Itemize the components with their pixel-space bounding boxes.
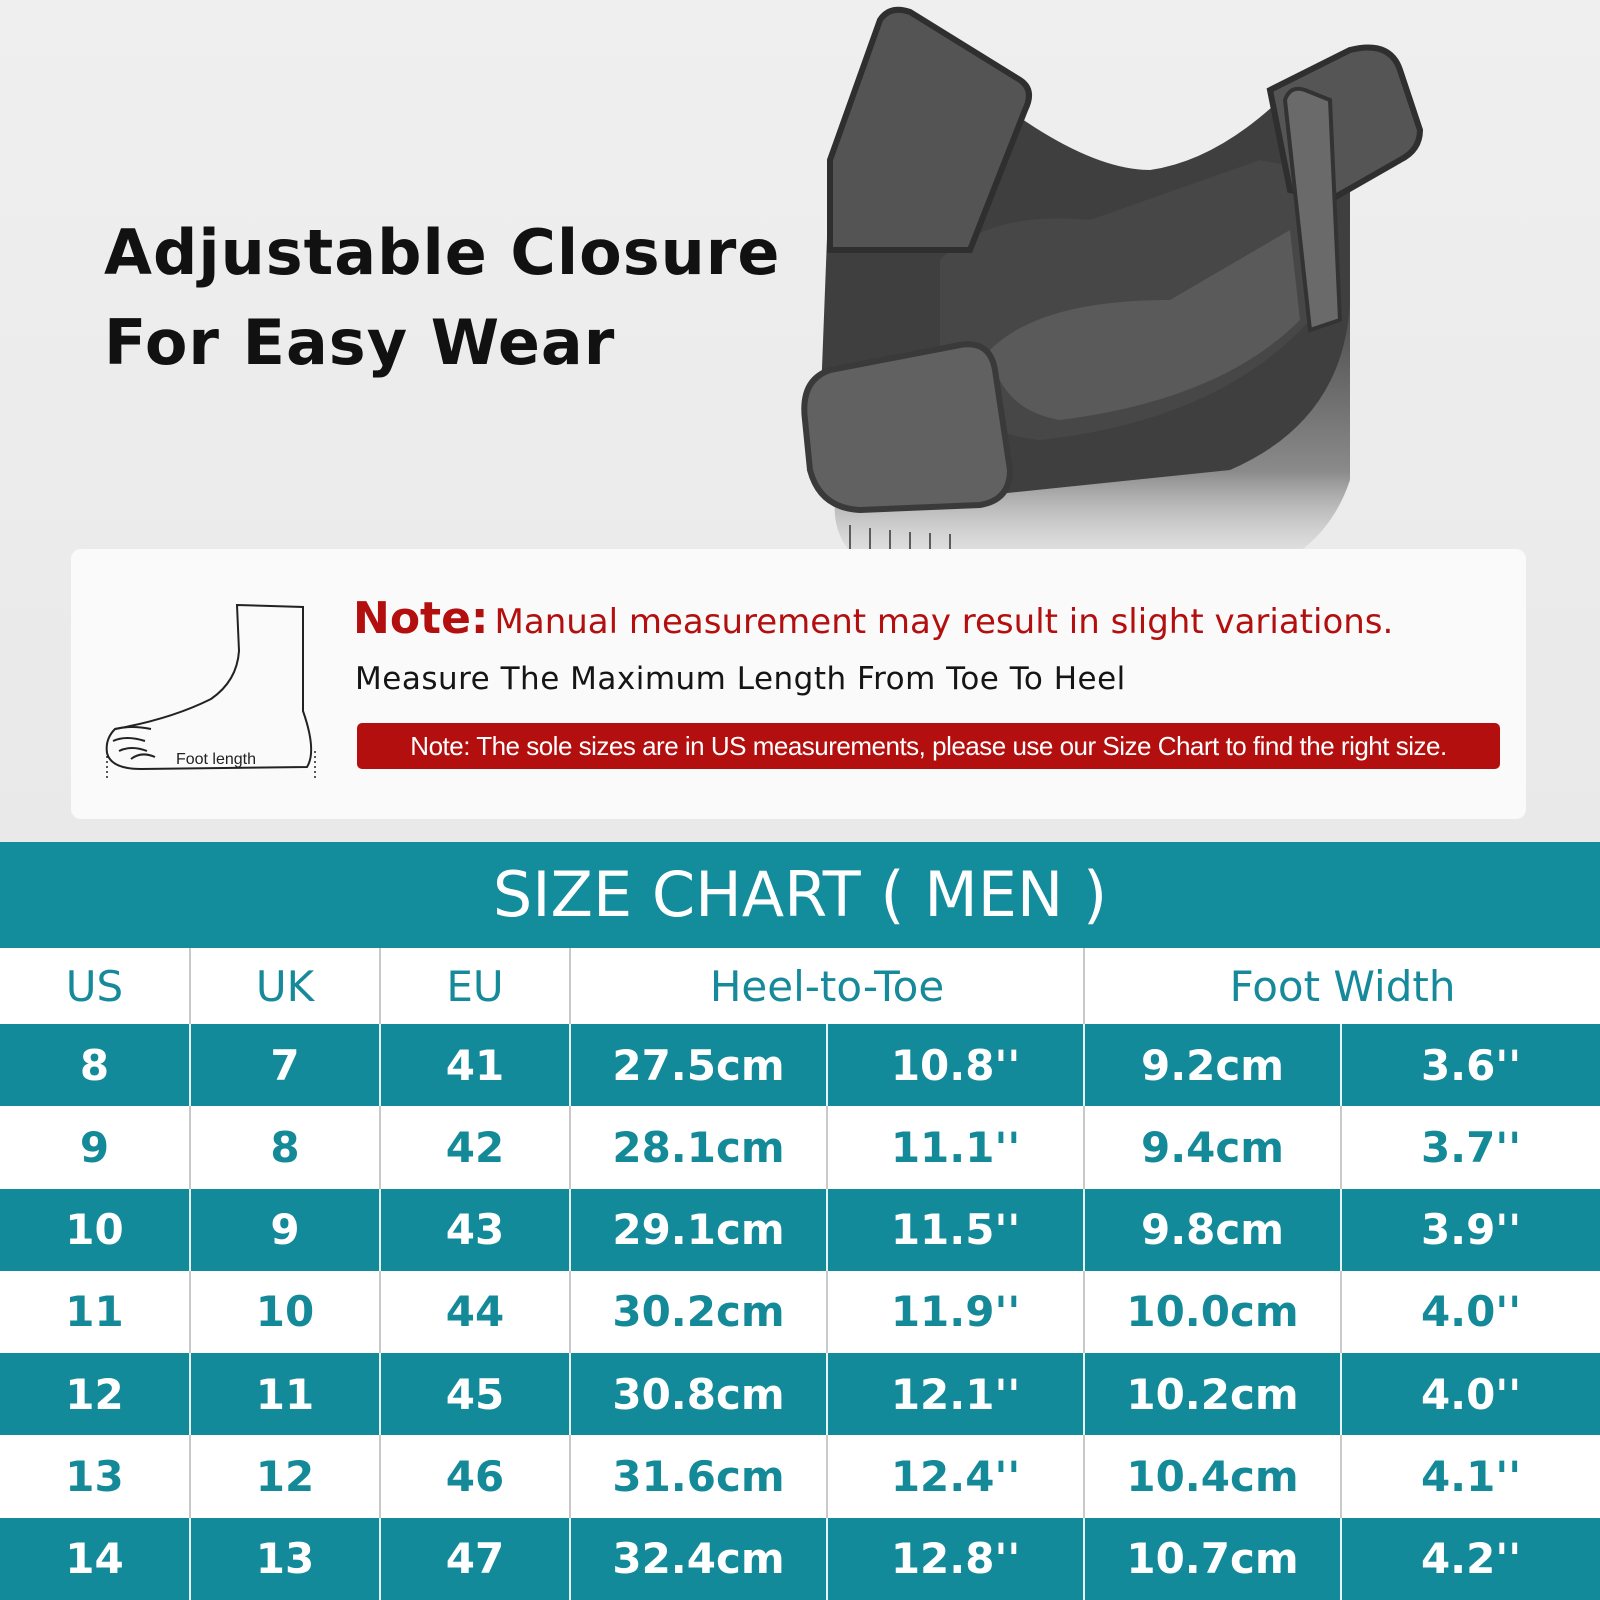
table-row <box>0 1106 1600 1188</box>
cell-uk: 8 <box>190 1106 380 1188</box>
cell-length-cm: 30.2cm <box>570 1271 827 1353</box>
headline-line-2: For Easy Wear <box>104 306 616 379</box>
cell-length-in: 12.1'' <box>827 1353 1084 1435</box>
header-eu: EU <box>380 948 570 1024</box>
cell-width-in: 3.9'' <box>1341 1189 1600 1271</box>
note-message: Manual measurement may result in slight variations. <box>494 602 1394 642</box>
cell-width-in: 4.0'' <box>1341 1271 1600 1353</box>
table-row <box>0 1435 1600 1517</box>
cell-us: 10 <box>0 1189 190 1271</box>
cell-uk: 13 <box>190 1518 380 1600</box>
cell-length-in: 11.5'' <box>827 1189 1084 1271</box>
cell-length-in: 12.4'' <box>827 1435 1084 1517</box>
cell-width-cm: 10.2cm <box>1084 1353 1341 1435</box>
cell-uk: 9 <box>190 1189 380 1271</box>
cell-width-cm: 9.4cm <box>1084 1106 1341 1188</box>
cell-length-in: 10.8'' <box>827 1024 1084 1106</box>
cell-width-cm: 10.0cm <box>1084 1271 1341 1353</box>
cell-us: 14 <box>0 1518 190 1600</box>
table-row <box>0 1271 1600 1353</box>
cell-uk: 7 <box>190 1024 380 1106</box>
shoe-image <box>790 0 1480 600</box>
cell-eu: 45 <box>380 1353 570 1435</box>
cell-us: 12 <box>0 1353 190 1435</box>
cell-us: 8 <box>0 1024 190 1106</box>
cell-length-cm: 28.1cm <box>570 1106 827 1188</box>
cell-width-cm: 10.4cm <box>1084 1435 1341 1517</box>
cell-length-in: 11.9'' <box>827 1271 1084 1353</box>
headline-line-1: Adjustable Closure <box>104 216 781 289</box>
cell-width-in: 4.2'' <box>1341 1518 1600 1600</box>
cell-eu: 46 <box>380 1435 570 1517</box>
note-title: Note: <box>353 593 489 644</box>
note-banner: Note: The sole sizes are in US measurements, please use our Size Chart to find the right size. <box>357 723 1500 769</box>
cell-width-in: 4.0'' <box>1341 1353 1600 1435</box>
table-row <box>0 1353 1600 1435</box>
foot-length-label: Foot length <box>175 751 257 768</box>
cell-eu: 47 <box>380 1518 570 1600</box>
header-uk: UK <box>190 948 380 1024</box>
cell-uk: 11 <box>190 1353 380 1435</box>
cell-width-in: 4.1'' <box>1341 1435 1600 1517</box>
size-chart-table <box>0 948 1600 1600</box>
cell-width-cm: 10.7cm <box>1084 1518 1341 1600</box>
cell-width-cm: 9.2cm <box>1084 1024 1341 1106</box>
cell-eu: 42 <box>380 1106 570 1188</box>
cell-eu: 43 <box>380 1189 570 1271</box>
header-foot-width: Foot Width <box>1084 948 1600 1024</box>
cell-us: 11 <box>0 1271 190 1353</box>
cell-uk: 10 <box>190 1271 380 1353</box>
cell-us: 13 <box>0 1435 190 1517</box>
note-card <box>71 549 1526 819</box>
header-heel-to-toe: Heel-to-Toe <box>570 948 1084 1024</box>
table-row <box>0 1189 1600 1271</box>
cell-length-cm: 29.1cm <box>570 1189 827 1271</box>
cell-length-cm: 32.4cm <box>570 1518 827 1600</box>
cell-width-in: 3.6'' <box>1341 1024 1600 1106</box>
cell-eu: 41 <box>380 1024 570 1106</box>
cell-uk: 12 <box>190 1435 380 1517</box>
measure-instruction: Measure The Maximum Length From Toe To Heel <box>355 661 1126 697</box>
cell-length-in: 12.8'' <box>827 1518 1084 1600</box>
cell-length-cm: 31.6cm <box>570 1435 827 1517</box>
header-us: US <box>0 948 190 1024</box>
headline <box>104 208 780 388</box>
cell-length-in: 11.1'' <box>827 1106 1084 1188</box>
size-chart-title: SIZE CHART ( MEN ) <box>0 842 1600 948</box>
cell-width-in: 3.7'' <box>1341 1106 1600 1188</box>
cell-length-cm: 30.8cm <box>570 1353 827 1435</box>
cell-width-cm: 9.8cm <box>1084 1189 1341 1271</box>
table-row <box>0 1024 1600 1106</box>
table-row <box>0 1518 1600 1600</box>
note-heading <box>353 593 1393 644</box>
cell-length-cm: 27.5cm <box>570 1024 827 1106</box>
table-header-row <box>0 948 1600 1024</box>
cell-eu: 44 <box>380 1271 570 1353</box>
cell-us: 9 <box>0 1106 190 1188</box>
